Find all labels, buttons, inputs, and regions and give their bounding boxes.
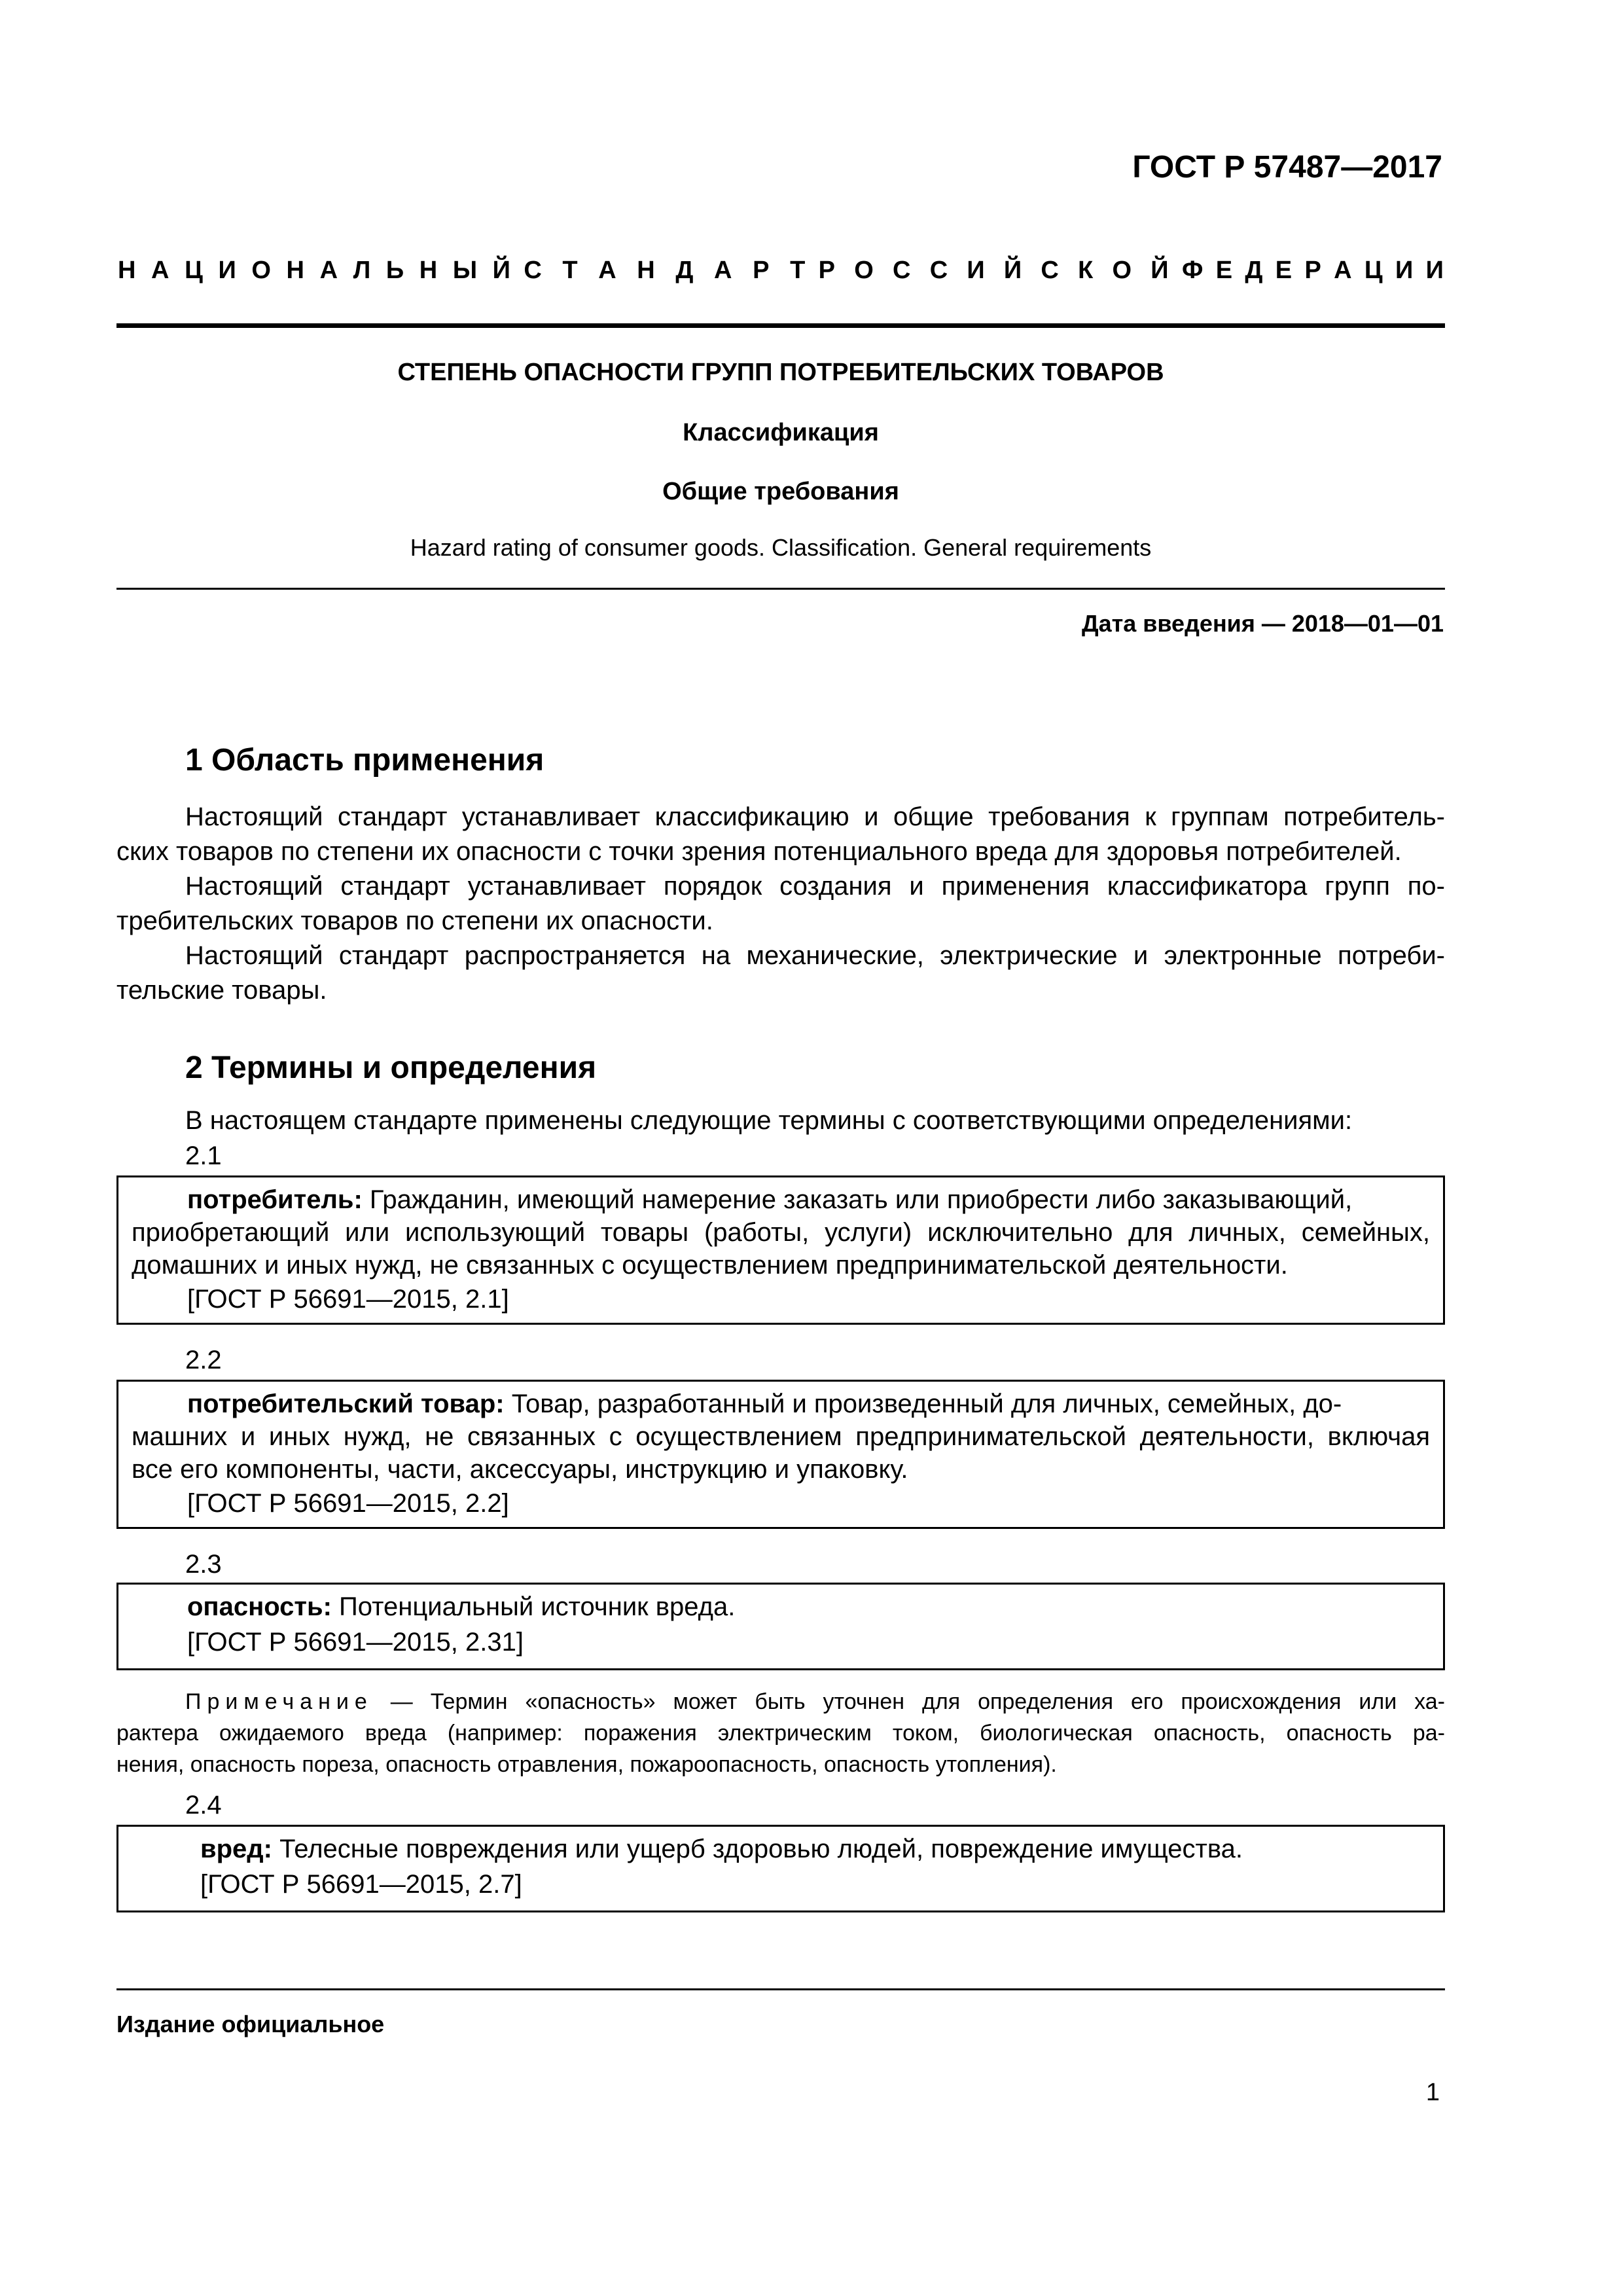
term-number: 2.2 <box>185 1346 222 1374</box>
term-line: все его компоненты, части, аксессуары, инструкцию и упаковку. <box>132 1455 908 1484</box>
term-definition-box <box>116 1583 1445 1670</box>
term-number: 2.3 <box>185 1550 222 1579</box>
term-source: [ГОСТ Р 56691—2015, 2.7] <box>200 1870 522 1899</box>
term-source: [ГОСТ Р 56691—2015, 2.1] <box>187 1285 509 1314</box>
term-line: машних и иных нужд, не связанных с осуществлением предпринимательской деятельности, включая <box>132 1422 1430 1451</box>
term-number: 2.4 <box>185 1791 222 1820</box>
english-title: Hazard rating of consumer goods. Classification. General requirements <box>410 534 1152 561</box>
page-number: 1 <box>1425 2079 1440 2106</box>
document-number: ГОСТ Р 57487—2017 <box>1132 150 1442 185</box>
paragraph-line: тельские товары. <box>116 976 327 1005</box>
section-1-paragraph <box>116 800 1445 869</box>
paragraph-line: требительских товаров по степени их опасности. <box>116 906 713 935</box>
term-name: опасность: <box>187 1592 332 1621</box>
term-line: приобретающий или использующий товары (работы, услуги) исключительно для личных, семейных, <box>132 1218 1430 1247</box>
term-note <box>116 1686 1445 1780</box>
term-definition: Товар, разработанный и произведенный для личных, семейных, до- <box>504 1390 1342 1418</box>
document-subtitle-classification: Классификация <box>683 419 879 446</box>
term-number: 2.1 <box>185 1141 222 1170</box>
national-standard-banner <box>118 257 1444 285</box>
term-definition-box <box>116 1825 1445 1912</box>
paragraph-line: ских товаров по степени их опасности с точки зрения потенциального вреда для здоровья потребителей. <box>116 837 1402 866</box>
section-2-intro: В настоящем стандарте применены следующие термины с соответствующими определениями: <box>185 1106 1353 1135</box>
footer-divider <box>116 1988 1445 1990</box>
edition-label: Издание официальное <box>116 2011 385 2037</box>
section-1-paragraph <box>116 939 1445 1008</box>
term-source: [ГОСТ Р 56691—2015, 2.31] <box>187 1628 524 1657</box>
note-label: Примечание <box>185 1689 373 1714</box>
banner-word-standard: С Т А Н Д А Р Т <box>524 257 806 284</box>
note-line: рактера ожидаемого вреда (например: поражения электрическим током, биологическая опасность, опасность ра- <box>116 1721 1445 1746</box>
note-line <box>116 1686 1445 1717</box>
term-line: домашних и иных нужд, не связанных с осуществлением предпринимательской деятельности. <box>132 1251 1288 1280</box>
term-name: вред: <box>200 1835 272 1863</box>
header-divider <box>116 323 1445 328</box>
banner-word-national: Н А Ц И О Н А Л Ь Н Ы Й <box>118 257 510 284</box>
document-subtitle-requirements: Общие требования <box>662 478 899 505</box>
term-definition-box <box>116 1175 1445 1325</box>
section-2-heading: 2 Термины и определения <box>185 1050 597 1085</box>
banner-word-russian: Р О С С И Й С К О Й <box>818 257 1169 284</box>
introduction-date: Дата введения — 2018—01—01 <box>1081 610 1444 637</box>
term-source: [ГОСТ Р 56691—2015, 2.2] <box>187 1489 509 1518</box>
term-definition: Гражданин, имеющий намерение заказать или приобрести либо заказывающий, <box>362 1185 1353 1214</box>
paragraph-line: Настоящий стандарт устанавливает классификацию и общие требования к группам потребитель- <box>185 802 1445 831</box>
term-line <box>187 1592 735 1622</box>
term-line <box>187 1390 1342 1419</box>
note-line: нения, опасность пореза, опасность отравления, пожароопасность, опасность утопления). <box>116 1752 1057 1777</box>
section-1-paragraph <box>116 869 1445 939</box>
title-divider <box>116 588 1445 590</box>
section-1-heading: 1 Область применения <box>185 743 544 778</box>
paragraph-line: Настоящий стандарт устанавливает порядок создания и применения классификатора групп по- <box>185 872 1445 901</box>
term-definition: Телесные повреждения или ущерб здоровью людей, повреждение имущества. <box>272 1835 1243 1863</box>
term-line <box>200 1835 1243 1864</box>
term-name: потребительский товар: <box>187 1390 505 1418</box>
banner-word-federation: Ф Е Д Е Р А Ц И И <box>1181 257 1444 284</box>
paragraph-line: Настоящий стандарт распространяется на механические, электрические и электронные потреби- <box>185 941 1445 970</box>
term-line <box>187 1185 1352 1215</box>
document-title: СТЕПЕНЬ ОПАСНОСТИ ГРУПП ПОТРЕБИТЕЛЬСКИХ ТОВАРОВ <box>397 359 1164 386</box>
note-text: — Термин «опасность» может быть уточнен для определения его происхождения или ха- <box>372 1689 1445 1714</box>
term-name: потребитель: <box>187 1185 363 1214</box>
term-definition: Потенциальный источник вреда. <box>331 1592 736 1621</box>
term-definition-box <box>116 1380 1445 1529</box>
